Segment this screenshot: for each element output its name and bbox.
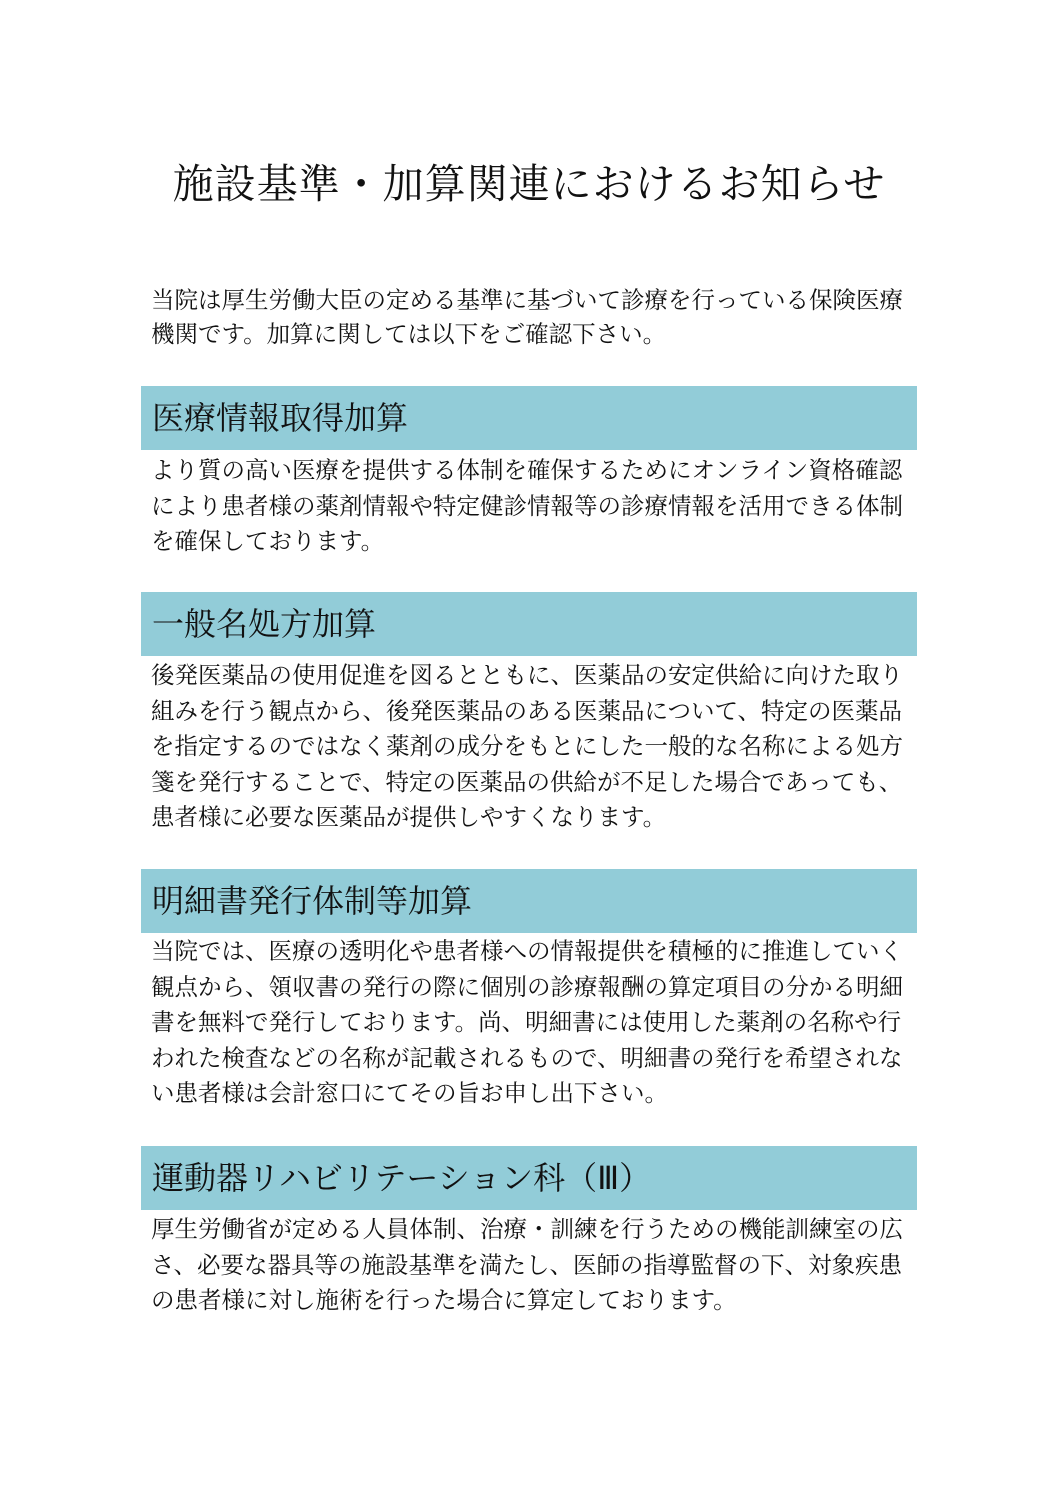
section-heading-medical-info: 医療情報取得加算 [141, 386, 917, 450]
section-body-generic-prescription: 後発医薬品の使用促進を図るとともに、医薬品の安定供給に向けた取り組みを行う観点から、後発医薬品のある医薬品について、特定の医薬品を指定するのではなく薬剤の成分をもとにした一般的な名称による処方箋を発行することで、特定の医薬品の供給が不足した場合であっても、患者様に必要な医薬品が提供しやすくなります。 [151, 661, 903, 831]
section-heading-generic-prescription: 一般名処方加算 [141, 592, 917, 656]
intro-text: 当院は厚生労働大臣の定める基準に基づいて診療を行っている保険医療機関です。加算に関しては以下をご確認下さい。 [151, 286, 903, 348]
section-body-rehabilitation: 厚生労働省が定める人員体制、治療・訓練を行うための機能訓練室の広さ、必要な器具等の施設基準を満たし、医師の指導監督の下、対象疾患の患者様に対し施術を行った場合に算定しております。 [151, 1215, 903, 1314]
section-body-itemized-receipt: 当院では、医療の透明化や患者様への情報提供を積極的に推進していく観点から、領収書の発行の際に個別の診療報酬の算定項目の分かる明細書を無料で発行しております。尚、明細書には使用した薬剤の名称や行われた検査などの名称が記載されるもので、明細書の発行を希望されない患者様は会計窓口にてその旨お申し出下さい。 [151, 937, 903, 1107]
page-title: 施設基準・加算関連におけるお知らせ [172, 160, 886, 208]
section-heading-itemized-receipt: 明細書発行体制等加算 [141, 869, 917, 933]
section-heading-rehabilitation: 運動器リハビリテーション科（Ⅲ） [141, 1146, 917, 1210]
section-body-medical-info: より質の高い医療を提供する体制を確保するためにオンライン資格確認により患者様の薬剤情報や特定健診情報等の診療情報を活用できる体制を確保しております。 [151, 456, 903, 555]
